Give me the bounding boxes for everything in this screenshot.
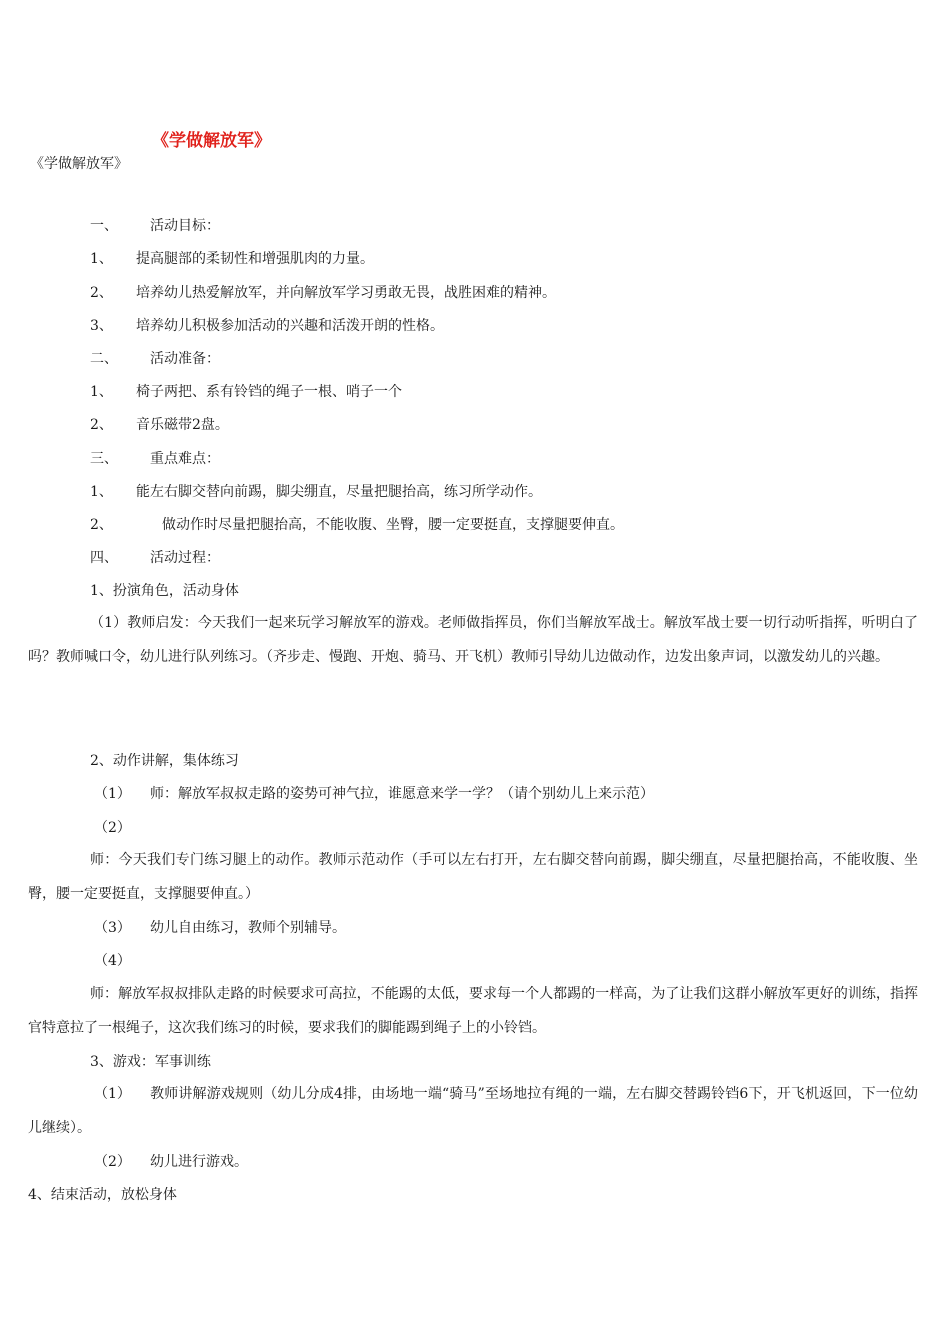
- document-title: 《学做解放军》: [152, 131, 271, 151]
- item-number: 2、: [90, 285, 113, 301]
- process-item: [94, 918, 346, 938]
- item-number: 2、: [90, 417, 113, 433]
- section-heading-key: [90, 449, 220, 469]
- item-text: 音乐磁带2盘。: [136, 417, 229, 433]
- process-step-heading: 4、结束活动，放松身体: [28, 1187, 177, 1203]
- prep-item: [90, 415, 229, 435]
- section-heading-prep: [90, 349, 220, 369]
- item-number: （3）: [94, 920, 131, 936]
- section-label: 活动准备：: [150, 351, 220, 367]
- process-step-heading: 2、动作讲解，集体练习: [90, 753, 239, 769]
- item-number: 1、: [90, 484, 113, 500]
- item-number: （1）: [94, 1086, 131, 1102]
- item-number: （2）: [94, 820, 131, 836]
- process-paragraph: 师：解放军叔叔排队走路的时候要求可高拉，不能踢的太低，要求每一个人都踢的一样高，为了让我们这群小解放军更好的训练，指挥官特意拉了一根绳子，这次我们练习的时候，要求我们的脚能踢到绳子上的小铃铛。: [28, 986, 918, 1036]
- prep-item: [90, 382, 402, 402]
- section-number: 三、: [90, 451, 118, 467]
- document-subtitle: 《学做解放军》: [30, 156, 128, 172]
- item-text: 椅子两把、系有铃铛的绳子一根、哨子一个: [136, 384, 402, 400]
- item-text: 能左右脚交替向前踢，脚尖绷直，尽量把腿抬高，练习所学动作。: [136, 484, 542, 500]
- process-step-heading: 1、扮演角色，活动身体: [90, 583, 239, 599]
- item-number: （2）: [94, 1154, 131, 1170]
- section-label: 活动过程：: [150, 550, 220, 566]
- item-number: 1、: [90, 251, 113, 267]
- process-item: [94, 1152, 248, 1172]
- item-number: 2、: [90, 517, 113, 533]
- section-heading-process: [90, 548, 220, 568]
- item-number: （1）: [94, 786, 131, 802]
- section-number: 二、: [90, 351, 118, 367]
- key-item: [90, 482, 542, 502]
- goal-item: [90, 316, 444, 336]
- process-paragraph: 师：今天我们专门练习腿上的动作。教师示范动作（手可以左右打开，左右脚交替向前踢，脚尖绷直，尽量把腿抬高，不能收腹、坐臀，腰一定要挺直，支撑腿要伸直。）: [28, 852, 918, 902]
- item-number: 3、: [90, 318, 113, 334]
- item-text: 培养幼儿热爱解放军，并向解放军学习勇敢无畏，战胜困难的精神。: [136, 285, 556, 301]
- section-label: 活动目标：: [150, 218, 220, 234]
- item-text: 培养幼儿积极参加活动的兴趣和活泼开朗的性格。: [136, 318, 444, 334]
- item-text: 教师讲解游戏规则（幼儿分成4排，由场地一端“骑马”至场地拉有绳的一端，左右脚交替踢铃铛6下，开飞机返回，下一位幼儿继续）。: [28, 1086, 918, 1136]
- process-item: [94, 784, 654, 804]
- process-paragraph: （1）教师启发：今天我们一起来玩学习解放军的游戏。老师做指挥员，你们当解放军战士。解放军战士要一切行动听指挥，听明白了吗？教师喊口令，幼儿进行队列练习。（齐步走、慢跑、开炮、骑马、开飞机）教师引导幼儿边做动作，边发出象声词，以激发幼儿的兴趣。: [28, 615, 918, 665]
- item-number: （4）: [94, 953, 131, 969]
- item-text: 提高腿部的柔韧性和增强肌肉的力量。: [136, 251, 374, 267]
- item-text: 幼儿自由练习，教师个别辅导。: [150, 920, 346, 936]
- item-text: 做动作时尽量把腿抬高，不能收腹、坐臀，腰一定要挺直，支撑腿要伸直。: [162, 517, 624, 533]
- item-text: 幼儿进行游戏。: [150, 1154, 248, 1170]
- process-step-heading: 3、游戏：军事训练: [90, 1054, 211, 1070]
- item-number: 1、: [90, 384, 113, 400]
- section-label: 重点难点：: [150, 451, 220, 467]
- item-text: 师：解放军叔叔走路的姿势可神气拉，谁愿意来学一学？（请个别幼儿上来示范）: [150, 786, 654, 802]
- section-heading-goals: [90, 216, 220, 236]
- section-number: 四、: [90, 550, 118, 566]
- goal-item: [90, 249, 374, 269]
- key-item: [90, 515, 624, 535]
- section-number: 一、: [90, 218, 118, 234]
- goal-item: [90, 283, 556, 303]
- process-item: [28, 1077, 918, 1145]
